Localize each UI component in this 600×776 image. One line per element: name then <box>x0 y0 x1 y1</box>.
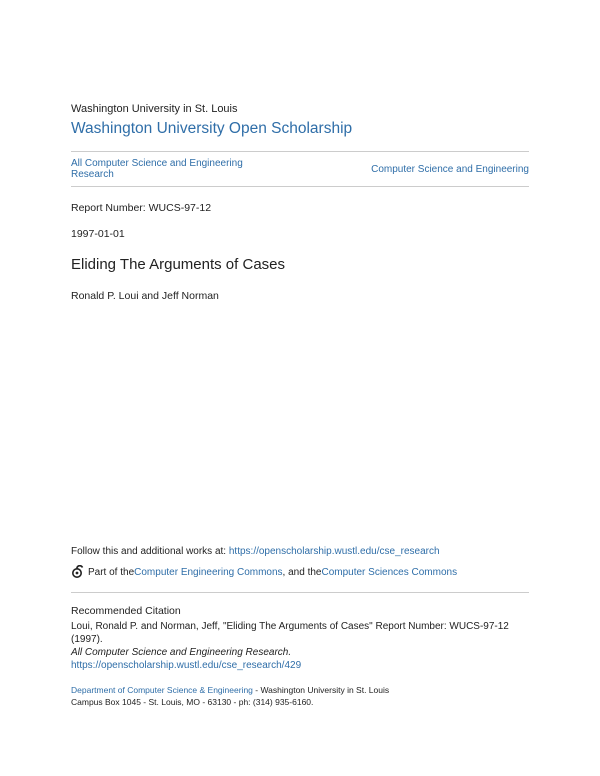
publication-date: 1997-01-01 <box>71 228 125 240</box>
citation-url-link[interactable]: https://openscholarship.wustl.edu/cse_research/429 <box>71 660 302 671</box>
citation-line-1: Loui, Ronald P. and Norman, Jeff, "Eliding The Arguments of Cases" Report Number: WUCS-97-12 (1997). <box>71 621 509 645</box>
collection-link-research[interactable]: All Computer Science and Engineering Research <box>71 158 243 180</box>
citation-line-2: All Computer Science and Engineering Research. <box>71 647 292 658</box>
follow-prefix: Follow this and additional works at: <box>71 546 229 557</box>
part-of-middle: , and the <box>282 566 322 578</box>
repository-link[interactable]: Washington University Open Scholarship <box>71 120 353 137</box>
computer-sciences-commons-link[interactable]: Computer Sciences Commons <box>321 566 458 578</box>
citation-text <box>71 620 541 672</box>
authors: Ronald P. Loui and Jeff Norman <box>71 290 219 302</box>
footer-university: - Washington University in St. Louis <box>252 685 390 695</box>
computer-engineering-commons-link[interactable]: Computer Engineering Commons <box>134 566 283 578</box>
follow-url-link[interactable]: https://openscholarship.wustl.edu/cse_research <box>228 546 440 557</box>
citation-heading: Recommended Citation <box>71 605 181 617</box>
follow-line <box>71 546 440 557</box>
report-number: Report Number: WUCS-97-12 <box>71 202 212 214</box>
department-link[interactable]: Department of Computer Science & Engineering <box>71 685 253 695</box>
citation-divider <box>71 592 529 593</box>
top-divider <box>71 151 529 152</box>
university-name: Washington University in St. Louis <box>71 103 238 115</box>
footer <box>71 684 389 708</box>
footer-line-1 <box>71 684 389 696</box>
document-title: Eliding The Arguments of Cases <box>71 256 286 273</box>
part-of-prefix: Part of the <box>88 566 135 578</box>
collections-divider <box>71 186 529 187</box>
collection-link-department[interactable]: Computer Science and Engineering <box>371 164 529 175</box>
open-access-icon <box>71 565 85 579</box>
part-of-line <box>71 565 457 579</box>
footer-address: Campus Box 1045 - St. Louis, MO - 63130 - ph: (314) 935-6160. <box>71 697 314 707</box>
